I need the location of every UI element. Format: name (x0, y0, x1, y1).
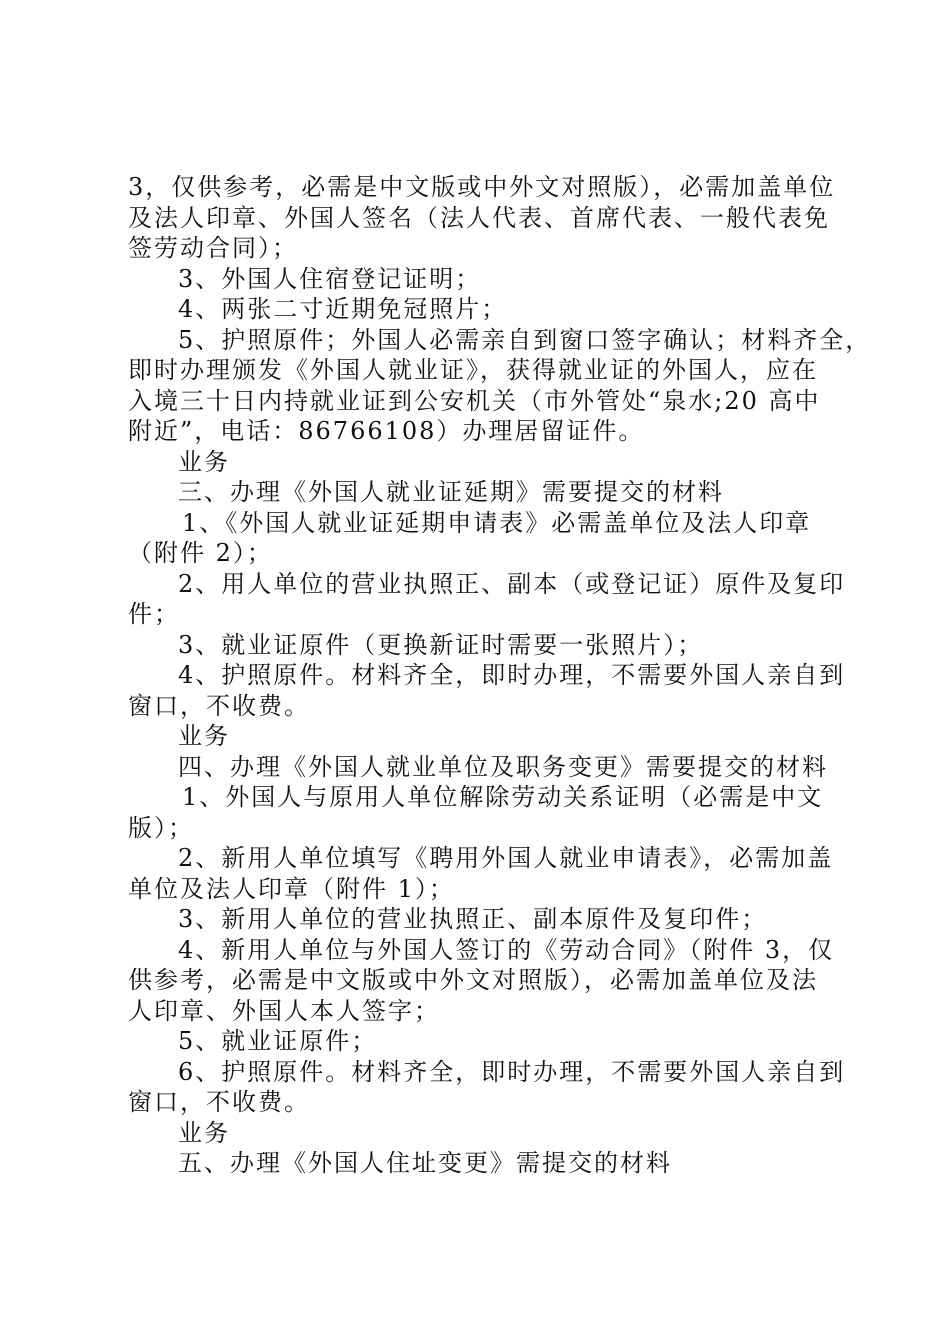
section-heading: 五、办理《外国人住址变更》需提交的材料 (178, 1149, 672, 1177)
paragraph-line: （附件 2）； (128, 539, 273, 567)
paragraph-line: 窗口，不收费。 (128, 691, 310, 720)
list-item-line: 2、新用人单位填写《聘用外国人就业申请表》，必需加盖 (178, 844, 834, 872)
list-item-line: 3、就业证原件（更换新证时需要一张照片）； (178, 630, 704, 659)
paragraph-line: 入境三十日内持就业证到公安机关（市外管处“泉水;20 高中 (128, 386, 821, 415)
list-item-line: 3、外国人住宿登记证明； (178, 264, 482, 293)
paragraph-line: 件； (128, 600, 180, 628)
paragraph-line: 供参考，必需是中文版或中外文对照版），必需加盖单位及法 (128, 966, 818, 994)
list-item-line: 4、护照原件。材料齐全，即时办理，不需要外国人亲自到 (178, 661, 846, 689)
section-label: 业务 (178, 447, 230, 476)
list-item-line: 4、新用人单位与外国人签订的《劳动合同》（附件 3，仅 (178, 935, 835, 964)
section-heading: 三、办理《外国人就业证延期》需要提交的材料 (178, 478, 724, 506)
list-item-line: 3、新用人单位的营业执照正、副本原件及复印件； (178, 905, 768, 933)
paragraph-line: 即时办理颁发《外国人就业证》，获得就业证的外国人，应在 (128, 356, 818, 384)
list-item-line: 2、用人单位的营业执照正、副本（或登记证）原件及复印 (178, 569, 846, 598)
paragraph-line: 3，仅供参考，必需是中文版或中外文对照版），必需加盖单位 (128, 173, 836, 201)
list-item-line: 1、《外国人就业证延期申请表》必需盖单位及法人印章 (182, 508, 812, 537)
paragraph-line: 窗口，不收费。 (128, 1088, 310, 1116)
list-item-line: 6、护照原件。材料齐全，即时办理，不需要外国人亲自到 (178, 1057, 846, 1086)
list-item-line: 5、就业证原件； (178, 1027, 378, 1055)
paragraph-line: 附近”，电话：86766108）办理居留证件。 (128, 417, 645, 445)
paragraph-line: 单位及法人印章（附件 1）； (128, 874, 455, 903)
paragraph-line: 版）； (128, 813, 194, 842)
document-body (128, 172, 872, 1179)
section-heading: 四、办理《外国人就业单位及职务变更》需要提交的材料 (178, 752, 828, 781)
list-item-line: 4、两张二寸近期免冠照片； (178, 295, 508, 323)
list-item-line: 5、护照原件；外国人必需亲自到窗口签字确认；材料齐全， (178, 325, 872, 354)
section-label: 业务 (178, 722, 230, 750)
paragraph-line: 人印章、外国人本人签字； (128, 996, 440, 1025)
section-label: 业务 (178, 1118, 230, 1147)
paragraph-line: 及法人印章、外国人签名（法人代表、首席代表、一般代表免 (128, 203, 830, 232)
paragraph-line: 签劳动合同）； (128, 234, 298, 262)
list-item-line: 1、外国人与原用人单位解除劳动关系证明（必需是中文 (182, 783, 824, 811)
